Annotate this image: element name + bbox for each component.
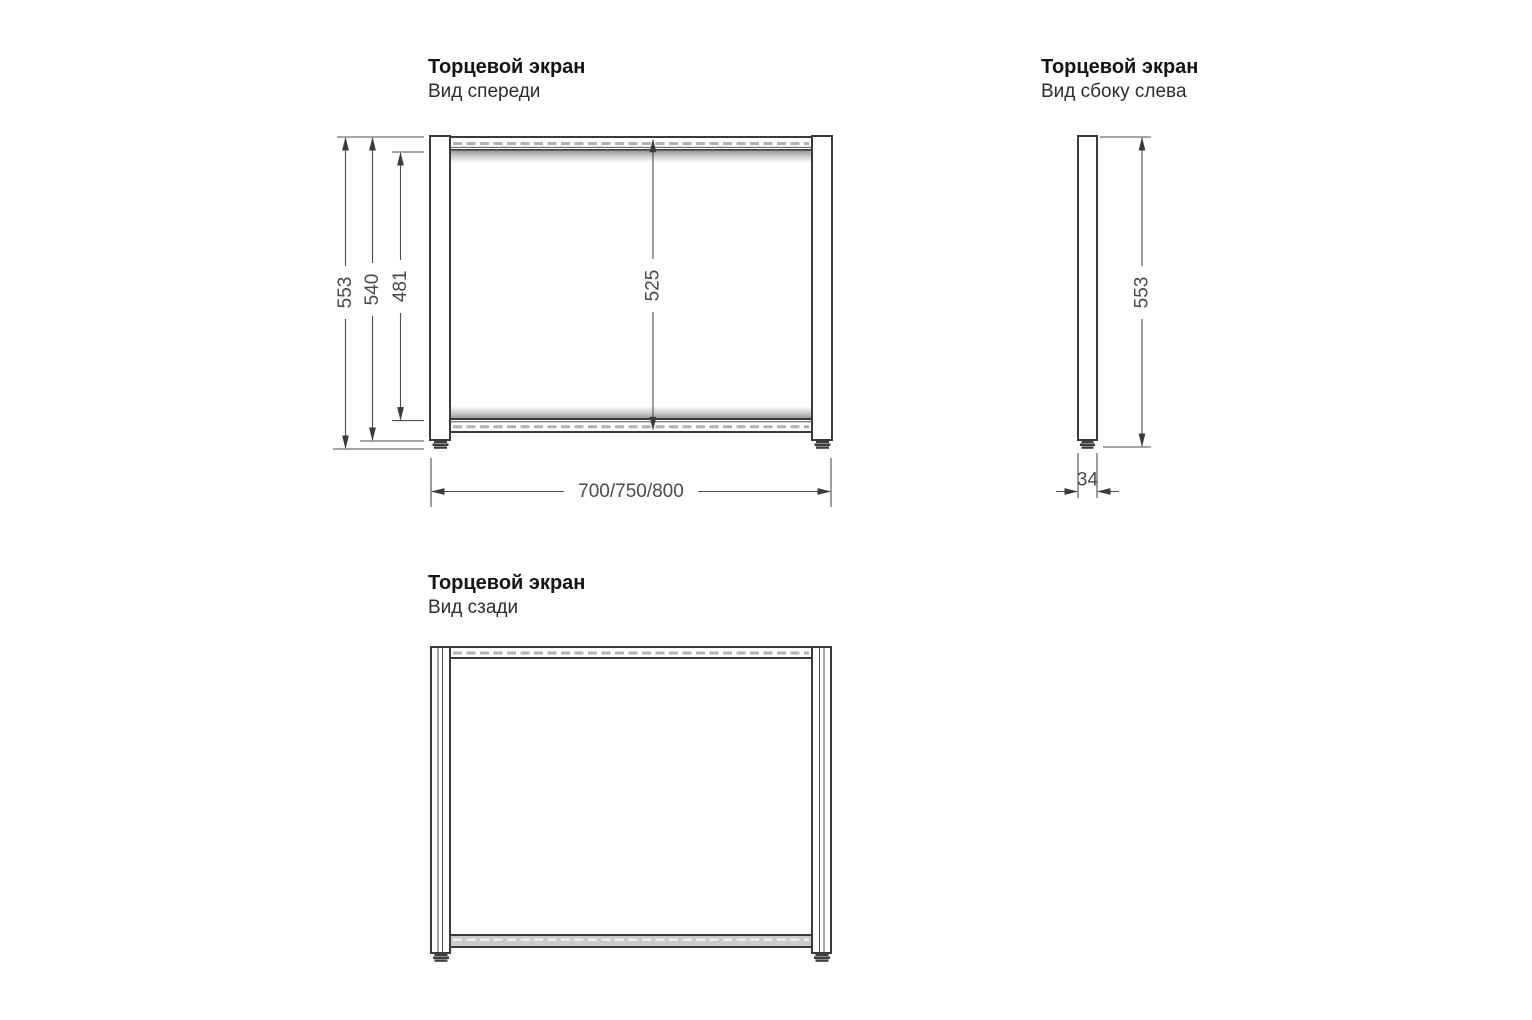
rear-right-post: [812, 647, 831, 953]
arrow-left: [1097, 488, 1111, 495]
rear-view-drawing: [431, 647, 831, 962]
dim-label-34: 34: [1076, 469, 1099, 491]
side-dimension-depth: [1056, 453, 1119, 498]
rear-left-foot: [433, 954, 449, 962]
front-dimension-width: [431, 458, 831, 507]
front-view-subtitle: Вид спереди: [428, 81, 541, 102]
arrow-down: [397, 407, 404, 421]
dim-label-width: 700/750/800: [578, 481, 684, 502]
front-left-post: [430, 136, 450, 440]
rear-left-post: [431, 647, 450, 953]
arrow-up: [397, 152, 404, 166]
front-view-drawing: [333, 136, 832, 507]
arrow-down: [1139, 434, 1146, 448]
front-left-foot: [433, 441, 449, 449]
side-view-title: Торцевой экран: [1041, 56, 1199, 78]
rear-bottom-rail: [450, 935, 812, 947]
arrow-right: [818, 488, 832, 495]
front-top-shadow: [451, 151, 811, 164]
front-view-title: Торцевой экран: [428, 56, 586, 78]
dim-label-540: 540: [362, 273, 383, 306]
front-right-post: [812, 136, 832, 440]
rear-view-title: Торцевой экран: [428, 572, 586, 594]
rear-panel: [450, 647, 812, 947]
arrow-down: [369, 428, 376, 442]
side-view-subtitle: Вид сбоку слева: [1041, 81, 1187, 102]
side-dimension-total-height: [1100, 137, 1153, 447]
arrow-down: [342, 436, 349, 450]
dim-label-553: 553: [335, 276, 356, 309]
rear-right-foot: [814, 954, 830, 962]
dim-label-525: 525: [642, 269, 664, 302]
arrow-left: [431, 488, 445, 495]
front-dimension-panel-height: [643, 139, 664, 431]
arrow-up: [1139, 137, 1146, 151]
front-bottom-shadow: [451, 406, 811, 419]
arrow-up: [369, 137, 376, 151]
front-dimension-inner-height: [390, 152, 424, 421]
front-panel: [450, 137, 812, 432]
side-view-drawing: [1056, 136, 1153, 498]
dim-label-481: 481: [390, 270, 411, 303]
arrow-up: [342, 137, 349, 151]
side-foot: [1080, 441, 1095, 449]
front-right-foot: [815, 441, 831, 449]
dim-label-553: 553: [1131, 276, 1153, 309]
rear-view-subtitle: Вид сзади: [428, 597, 519, 618]
side-post: [1078, 136, 1097, 440]
